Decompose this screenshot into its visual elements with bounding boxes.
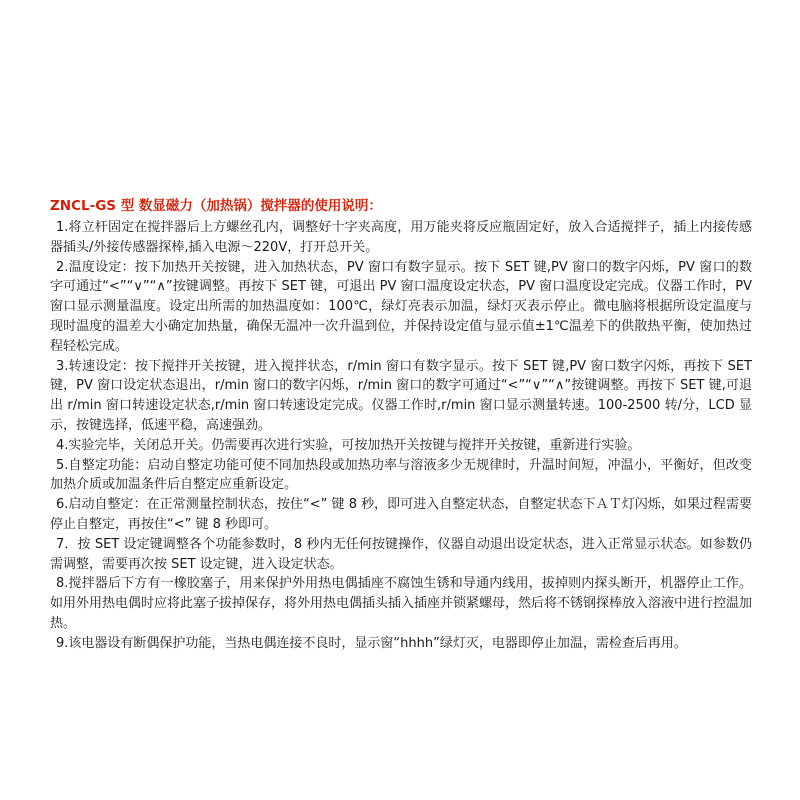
instruction-step-4: 4.实验完毕，关闭总开关。仍需要再次进行实验，可按加热开关按键与搅拌开关按键，重新进行实验。 [56,437,641,453]
document-title: ZNCL-GS 型 数显磁力（加热锅）搅拌器的使用说明： [50,198,382,214]
instruction-step-6-start-self-tuning: 6.启动自整定：在正常测量控制状态，按住“<” 键 8 秒，即可进入自整定状态，自整定状态下ＡＴ灯闪烁，如果过程需要停止自整定，再按住“<” 键 8 秒即可。 [50,497,752,532]
instruction-step-9: 9.该电器设有断偶保护功能，当热电偶连接不良时，显示窗“hhhh”绿灯灭，电器即停止加温，需检查后再用。 [56,635,687,651]
instruction-step-2-temperature-setting: 2.温度设定：按下加热开关按键，进入加热状态，PV 窗口有数字显示。按下 SET 键,PV 窗口的数字闪烁，PV 窗口的数字可通过“<”“∨”“∧”按键调整。再按下 SET 键，可退出 PV 窗口温度设定状态，PV 窗口温度设定完成。仪器工作时，PV 窗口显示测量温度。设定出所需的加热温度如：100℃，绿灯亮表示加温，绿灯灭表示停止。微电脑将根据所设定温度与现时温度的温差大小确定加热量，确保无温冲一次升温到位，并保持设定值与显示值±1℃温差下的供散热平衡，使加热过程轻松完成。 [50,259,752,354]
instruction-step-5-self-tuning: 5.自整定功能：启动自整定功能可使不同加热段或加热功率与溶液多少无规律时，升温时间短，冲温小，平衡好，但改变加热介质或加温条件后自整定应重新设定。 [50,457,752,493]
instruction-step-3-speed-setting: 3.转速设定：按下搅拌开关按键，进入搅拌状态，r/min 窗口有数字显示。按下 SET 键,PV 窗口数字闪烁，再按下 SET 键，PV 窗口设定状态退出，r/min 窗口的数字闪烁，r/min 窗口的数字可通过“<”“∨”“∧”按键调整。再按下 SET 键,可退出 r/min 窗口转速设定状态,r/min 窗口转速设定完成。仪器工作时,r/min 窗口显示测量转速。100-2500 转/分，LCD 显示，按键选择，低速平稳，高速强劲。 [50,358,752,433]
instruction-document [50,196,752,654]
instruction-step-1: 1.将立杆固定在搅拌器后上方螺丝孔内，调整好十字夹高度，用万能夹将反应瓶固定好，放入合适搅拌子，插上内接传感器插头/外接传感器探棒,插入电源～220V，打开总开关。 [50,220,752,255]
instruction-step-8: 8.搅拌器后下方有一橡胶塞子，用来保护外用热电偶插座不腐蚀生锈和导通内线用，拔掉则内探头断开，机器停止工作。如用外用热电偶时应将此塞子拔掉保存，将外用热电偶插头插入插座并锁紧螺母，然后将不锈钢探棒放入溶液中进行控温加热。 [50,576,753,631]
instruction-step-7: 7．按 SET 设定键调整各个功能参数时，8 秒内无任何按键操作，仪器自动退出设定状态，进入正常显示状态。如参数仍需调整，需要再次按 SET 设定键，进入设定状态。 [50,536,752,572]
